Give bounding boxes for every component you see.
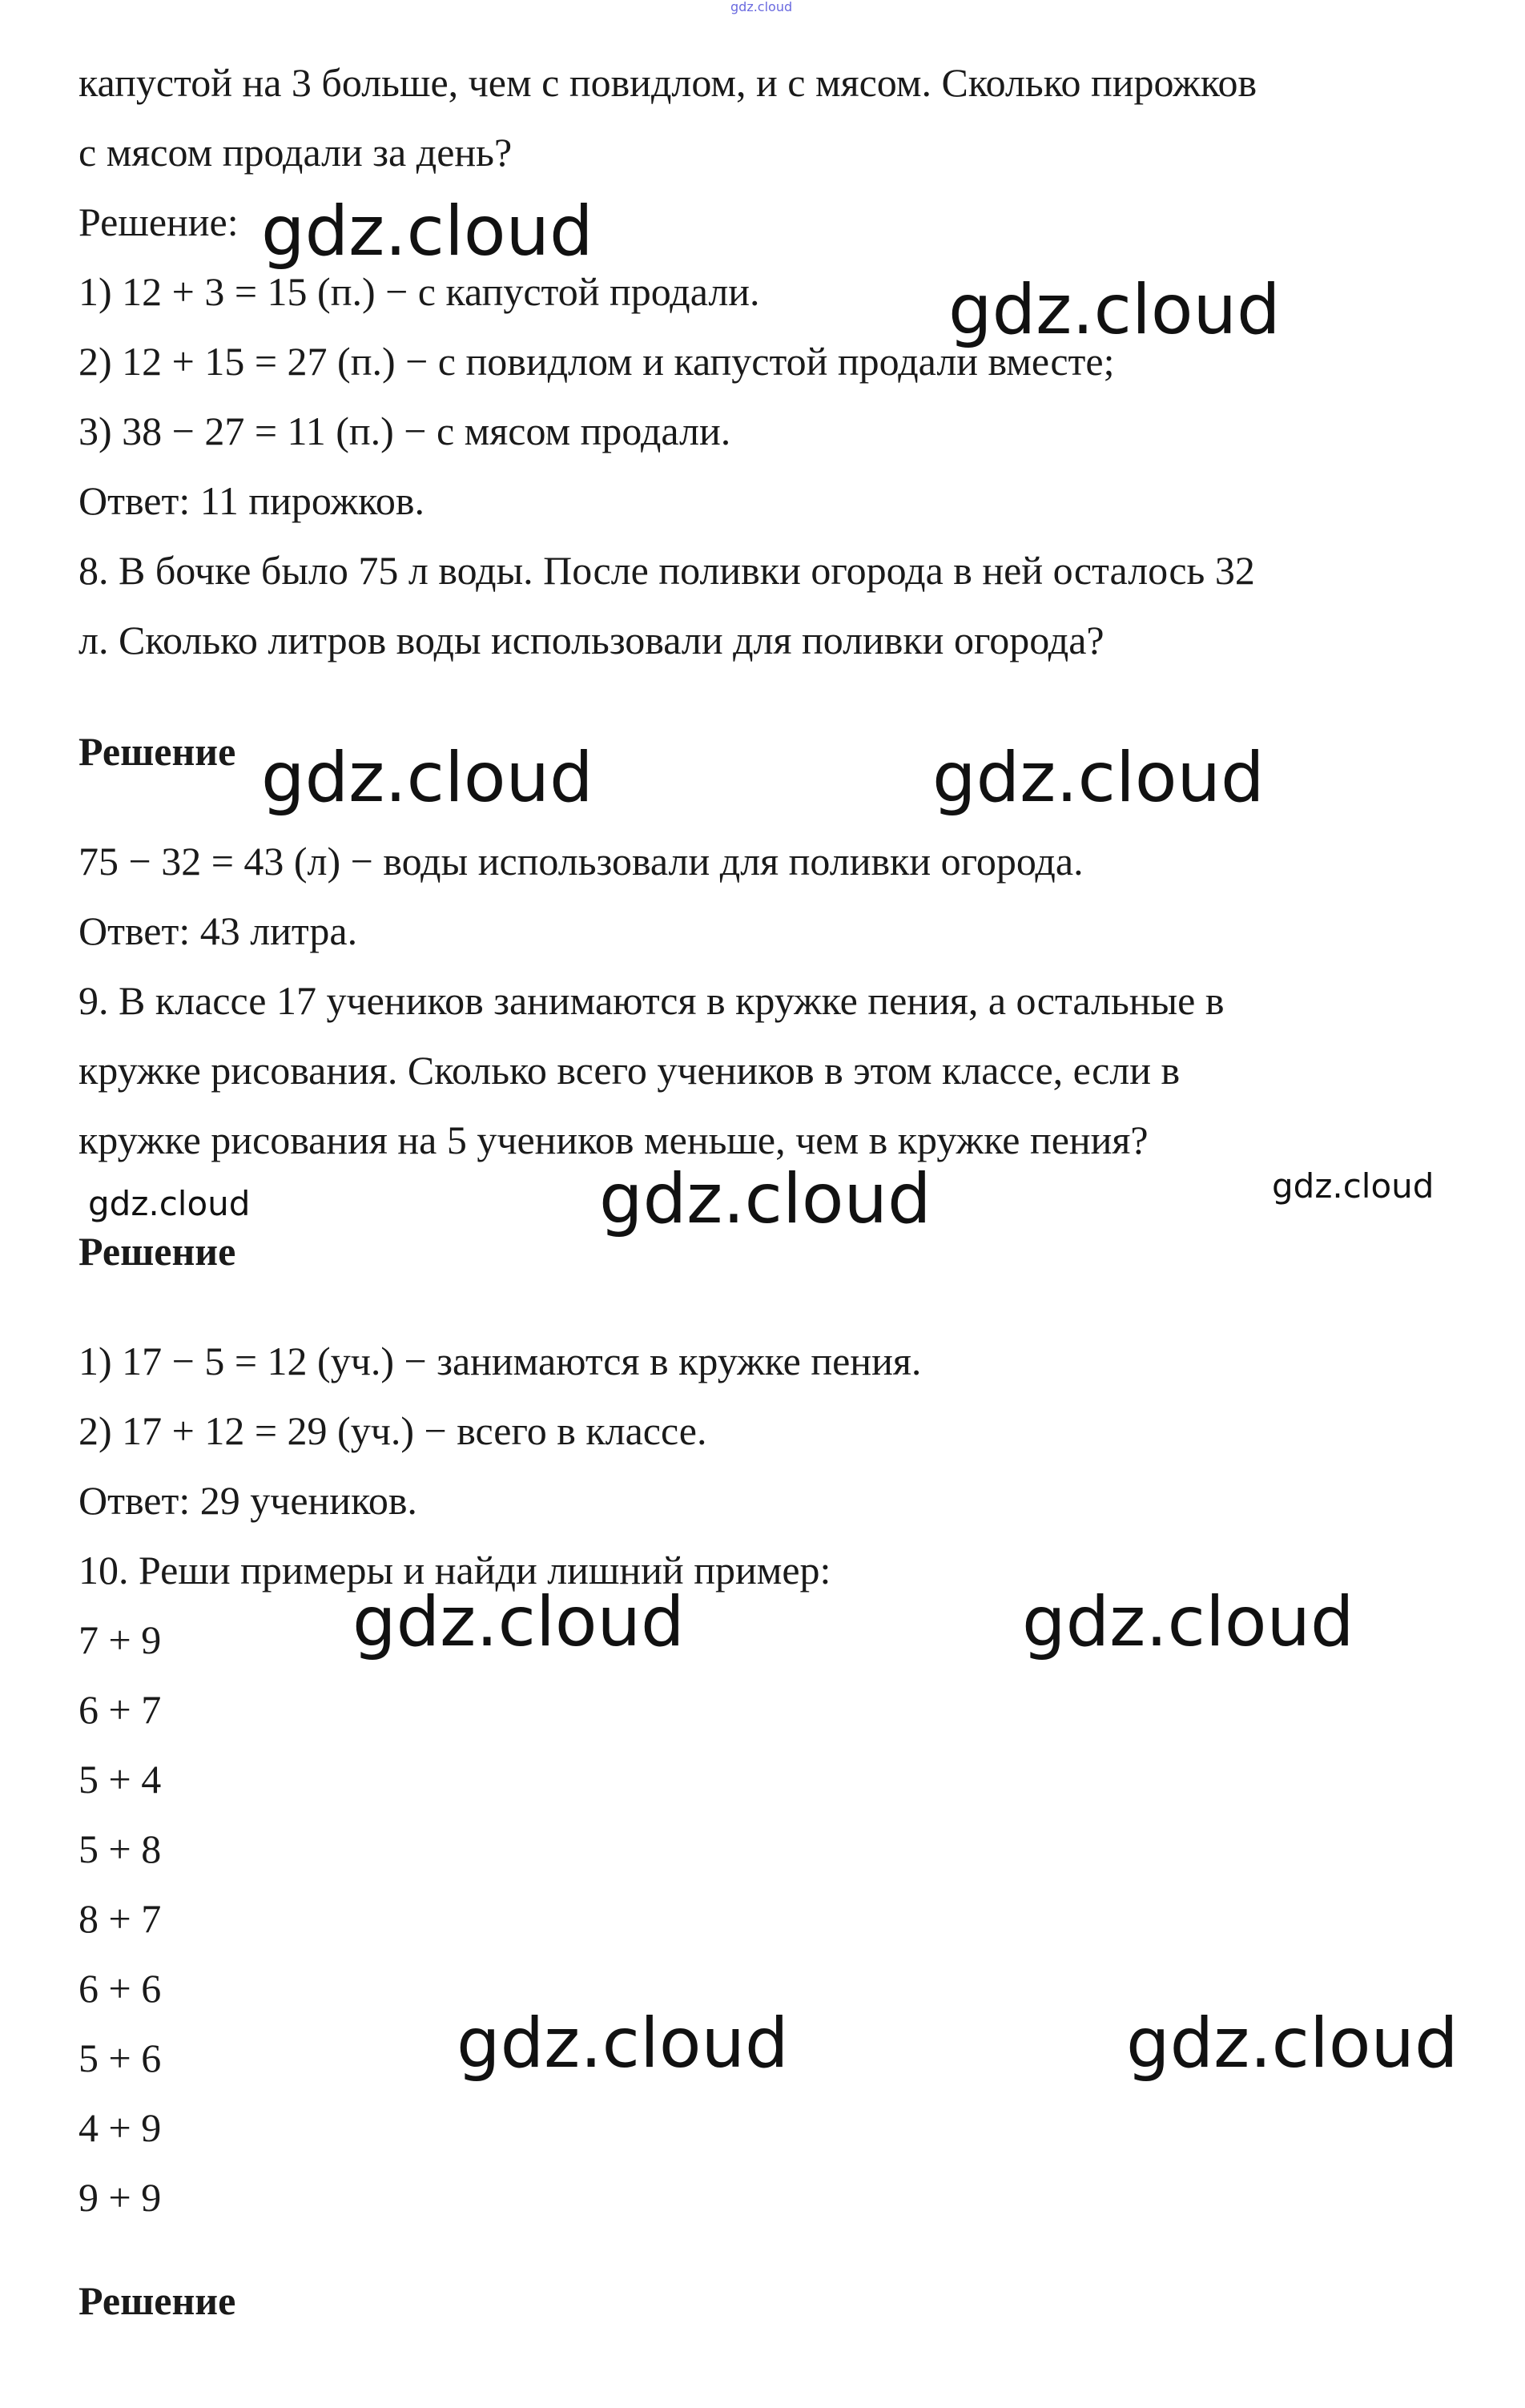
- task8-solution-label: Решение: [78, 729, 236, 774]
- intro-solution-label: Решение:: [78, 199, 239, 244]
- task10-example: 8 + 7: [78, 1896, 162, 1941]
- task10-example: 4 + 9: [78, 2105, 162, 2150]
- task9-line-2: кружке рисования. Сколько всего учеников в этом классе, если в: [78, 1048, 1181, 1093]
- intro-step-2: 2) 12 + 15 = 27 (п.) − с повидлом и капустой продали вместе;: [78, 339, 1115, 384]
- task10-example: 5 + 4: [78, 1757, 162, 1802]
- intro-answer: Ответ: 11 пирожков.: [78, 478, 425, 523]
- watermark: gdz.cloud: [261, 191, 594, 272]
- watermark: gdz.cloud: [1126, 2003, 1459, 2084]
- task9-answer: Ответ: 29 учеников.: [78, 1478, 417, 1523]
- watermark: gdz.cloud: [261, 738, 594, 818]
- watermark: gdz.cloud: [599, 1159, 931, 1239]
- intro-line-2: с мясом продали за день?: [78, 130, 513, 175]
- task10-solution-label: Решение: [78, 2278, 236, 2323]
- watermark: gdz.cloud: [1272, 1166, 1434, 1206]
- task8-line-2: л. Сколько литров воды использовали для поливки огорода?: [78, 618, 1105, 662]
- intro-step-3: 3) 38 − 27 = 11 (п.) − с мясом продали.: [78, 409, 731, 453]
- task10-title: 10. Реши примеры и найди лишний пример:: [78, 1548, 831, 1593]
- task9-step-2: 2) 17 + 12 = 29 (уч.) − всего в классе.: [78, 1408, 707, 1453]
- task10-example: 5 + 8: [78, 1826, 162, 1871]
- task9-line-3: кружке рисования на 5 учеников меньше, чем в кружке пения?: [78, 1117, 1149, 1162]
- task10-example: 6 + 7: [78, 1687, 162, 1732]
- watermark: gdz.cloud: [88, 1184, 251, 1223]
- task10-example: 5 + 6: [78, 2036, 162, 2080]
- task10-example: 9 + 9: [78, 2175, 162, 2220]
- task8-step: 75 − 32 = 43 (л) − воды использовали для поливки огорода.: [78, 839, 1084, 884]
- task9-line-1: 9. В классе 17 учеников занимаются в кружке пения, а остальные в: [78, 978, 1225, 1023]
- task10-example: 6 + 6: [78, 1966, 162, 2011]
- task10-example: 7 + 9: [78, 1617, 162, 1662]
- task8-line-1: 8. В бочке было 75 л воды. После поливки огорода в ней осталось 32: [78, 548, 1255, 593]
- top-watermark: gdz.cloud: [730, 0, 793, 14]
- intro-step-1: 1) 12 + 3 = 15 (п.) − с капустой продали.: [78, 269, 760, 314]
- task8-answer: Ответ: 43 литра.: [78, 908, 358, 953]
- watermark: gdz.cloud: [1022, 1582, 1354, 1662]
- intro-line-1: капустой на 3 больше, чем с повидлом, и с мясом. Сколько пирожков: [78, 60, 1257, 105]
- watermark: gdz.cloud: [352, 1582, 685, 1662]
- task9-solution-label: Решение: [78, 1229, 236, 1274]
- watermark: gdz.cloud: [948, 270, 1281, 350]
- watermark: gdz.cloud: [932, 738, 1265, 818]
- watermark: gdz.cloud: [457, 2003, 789, 2084]
- task9-step-1: 1) 17 − 5 = 12 (уч.) − занимаются в кружке пения.: [78, 1339, 922, 1383]
